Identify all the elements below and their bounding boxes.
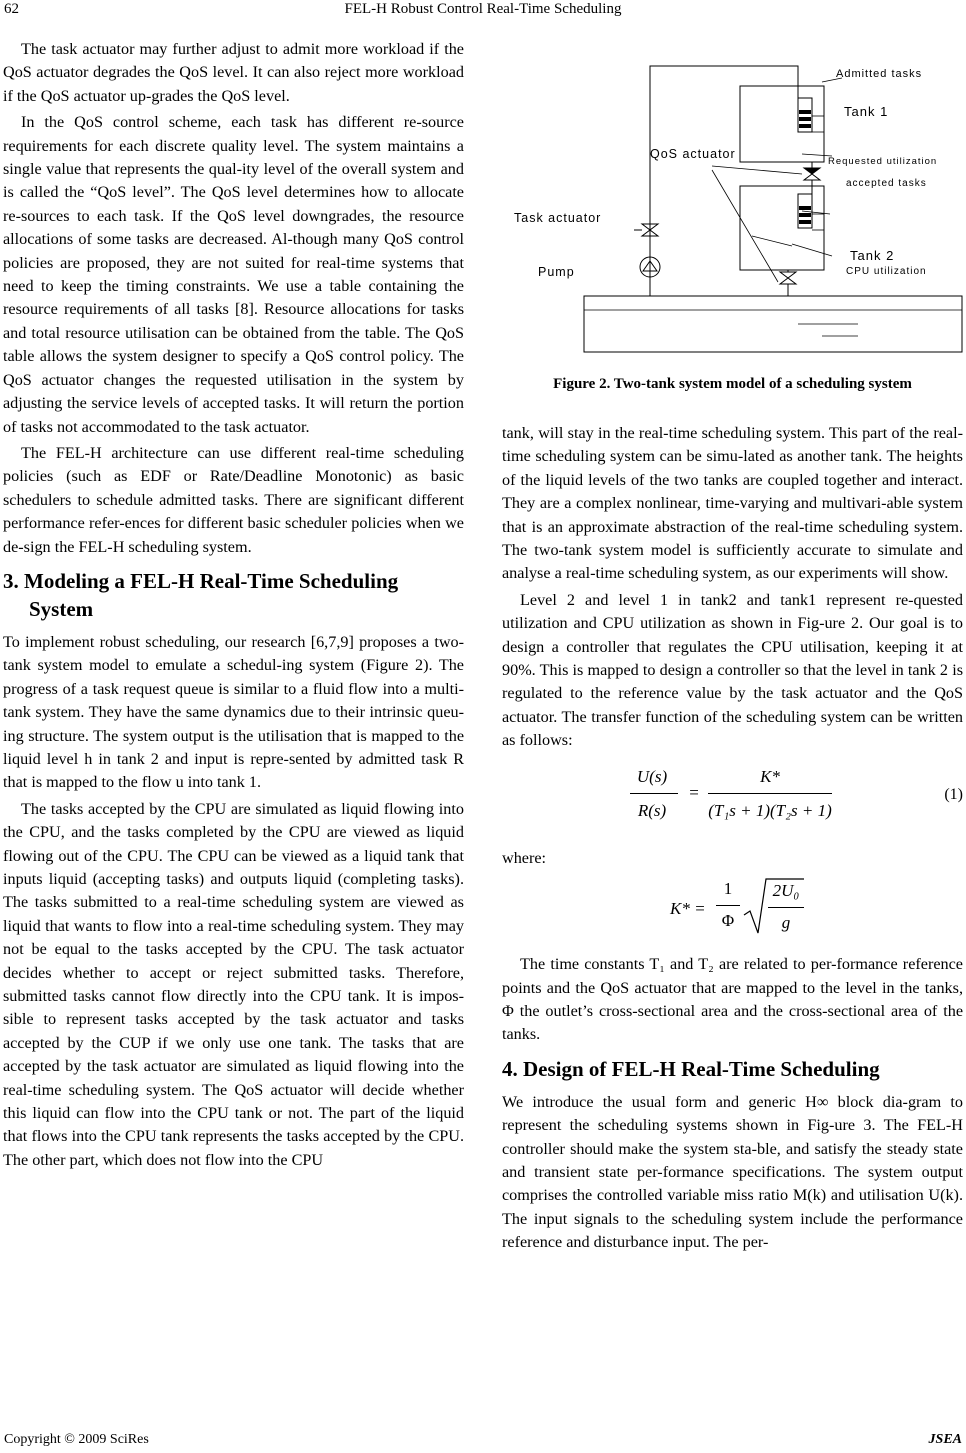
paragraph: To implement robust scheduling, our research [6,7,9] proposes a two-tank system model to emulate a schedul-ing system (Figure 2). The progress of a task request queue is similar to a fluid flow into a multi-tank system. They have the same dynamics due to their intrinsic queu-ing structure. The system output is the utilisation that is mapped to the liquid level h in tank 2 and input is repre-sented by admitted task R that is mapped to the flow u into tank 1. [3, 632, 464, 792]
paragraph: In the QoS control scheme, each task has different re-source requirements for each discrete quality level. The system maintains a single value that represents the qual-ity level of the overall system and is called the “QoS level”. The QoS level determines how to allocate re-sources to each task. If the QoS level downgrades, the resource allocations of some tasks are decreased. Al-though many QoS control policies are proposed, they are not suited for real-time systems that need to keep the timing constraints. We use a table containing the resource requirements of all tasks [8]. Resource allocations for tasks and total resource utilisation can be obtained from the table. The QoS table allows the system designer to specify a QoS control policy. The QoS actuator changes the requested utilisation in the system by adjusting the service levels of accepted tasks. It will return the portion of tasks not accommodated to the task actuator. [3, 113, 464, 436]
eq2-lhs: K* = [670, 899, 706, 919]
figure-caption: Figure 2. Two-tank system model of a scheduling system [553, 376, 912, 392]
label-requested-utilization: Requested utilization [828, 156, 938, 167]
paragraph: Level 2 and level 1 in tank2 and tank1 represent re-quested utilization and CPU utilization as shown in Fig-ure 2. Our goal is to design a controller that regulates the CPU utilisation, keeping it at 90%. This is mapped to design a controller so that the level in tank 2 is regulated to the reference value by the task actuator and the QoS actuator. The transfer function of the scheduling system can be written as follows: [502, 590, 963, 750]
equation-1 [502, 757, 963, 845]
label-task-actuator: Task actuator [514, 211, 602, 225]
outlet-valve [780, 272, 796, 284]
paragraph: tank, will stay in the real-time scheduling system. This part of the real-time scheduling system can be simu-lated as another tank. The heights of the liquid levels of the two tanks are coupled together and interact. They are a complex nonlinear, time-varying and multivari-able system that is an approximate abstraction of the real-time scheduling system. The two-tank system model is sufficiently accurate to simulate and analyse a real-time scheduling system, as our experiments will show. [502, 424, 963, 583]
paragraph: The tasks accepted by the CPU are simulated as liquid flowing into the CPU, and the tasks completed by the CPU are viewed as liquid flowing out of the CPU. The CPU can be viewed as a liquid tank that inputs liquid (accepting tasks) and outputs liquid (completing tasks). The tasks submitted to a real-time scheduling system are viewed as liquid that wants to flow into a real-time scheduling system. They may not be equal to the tasks accepted by the CPU. The task actuator decides whether to accept or reject submitted tasks. Therefore, submitted tasks cannot flow directly into the CPU tank. It is impos-sible to represent tasks accepted by the task actuator and tasks accepted by the CUP if we only use one tank. The tasks that are accepted by the task actuator are simulated as liquid flowing into the real-time scheduling system. The QoS actuator will decide whether this liquid can flow into the CPU tank or not. The part of the liquid that flows into the CPU tank represents the tasks accepted by the CPU. The other part, which does not flow into the CPU [3, 799, 464, 1169]
page-number: 62 [4, 1, 19, 17]
label-admitted-tasks: Admitted tasks [836, 68, 923, 80]
label-accepted-tasks: accepted tasks [846, 178, 927, 189]
right-column [502, 422, 963, 1258]
label-tank-2: Tank 2 [850, 248, 895, 263]
eq1-equals: = [689, 782, 699, 802]
eq1-number: (1) [944, 785, 963, 803]
two-tank-diagram [502, 56, 963, 356]
paragraph: The time constants T₁ and T₂ are related to per-formance reference points and the QoS actuator that are mapped to the level in the tanks, Φ the outlet’s cross-sectional area and the cross-sectional area of the tanks. [502, 955, 963, 1044]
eq2-root-denominator: g [781, 913, 791, 933]
eq1-lhs-numerator: U(s) [636, 766, 668, 786]
paragraph: The FEL-H architecture can use different real-time scheduling policies (such as EDF or Rate/Deadline Monotonic) as basic schedulers to schedule admitted tasks. There are significant different performance refer-ences for different basic scheduler policies when we de-sign the FEL-H scheduling system. [3, 443, 464, 556]
eq1-rhs-denominator: (T₁s + 1)(T₂s + 1) [708, 800, 832, 820]
section-heading-3: 3. Modeling a FEL-H Real-Time Scheduling System [3, 568, 399, 621]
eq1-rhs-numerator: K* [760, 766, 780, 786]
eq2-one: 1 [723, 879, 733, 899]
label-pump: Pump [538, 265, 575, 279]
page-header [0, 0, 966, 24]
running-title: FEL-H Robust Control Real-Time Scheduling [344, 1, 622, 17]
paragraph: The task actuator may further adjust to admit more workload if the QoS actuator degrades the QoS level. It can also reject more workload if the QoS actuator up-grades the QoS level. [3, 40, 464, 105]
journal-abbrev: JSEA [928, 1432, 962, 1447]
left-column [3, 38, 464, 1175]
eq2-phi: Φ [721, 911, 735, 931]
equation-2 [502, 873, 963, 945]
label-cpu-utilization: CPU utilization [846, 266, 927, 277]
label-tank-1: Tank 1 [844, 104, 889, 119]
reservoir [584, 296, 962, 352]
page-footer [0, 1428, 966, 1452]
paragraph: We introduce the usual form and generic H∞ block dia-gram to represent the scheduling systems shown in Fig-ure 3. The FEL-H controller should make the system sta-ble, and satisfy the steady state and transient state per-formance specifications. The system output comprises the controlled variable miss ratio M(k) and utilisation U(k). The input signals to the scheduling system include the performance reference and disturbance input. The per- [502, 1092, 963, 1252]
tank-1 [740, 86, 824, 162]
label-qos-actuator: QoS actuator [650, 147, 736, 161]
eq1-lhs-denominator: R(s) [637, 800, 667, 820]
where-label: where: [502, 848, 547, 867]
copyright: Copyright © 2009 SciRes [4, 1432, 149, 1447]
eq2-root-numerator: 2U₀ [772, 881, 800, 901]
section-heading-4: 4. Design of FEL-H Real-Time Scheduling [502, 1056, 880, 1081]
